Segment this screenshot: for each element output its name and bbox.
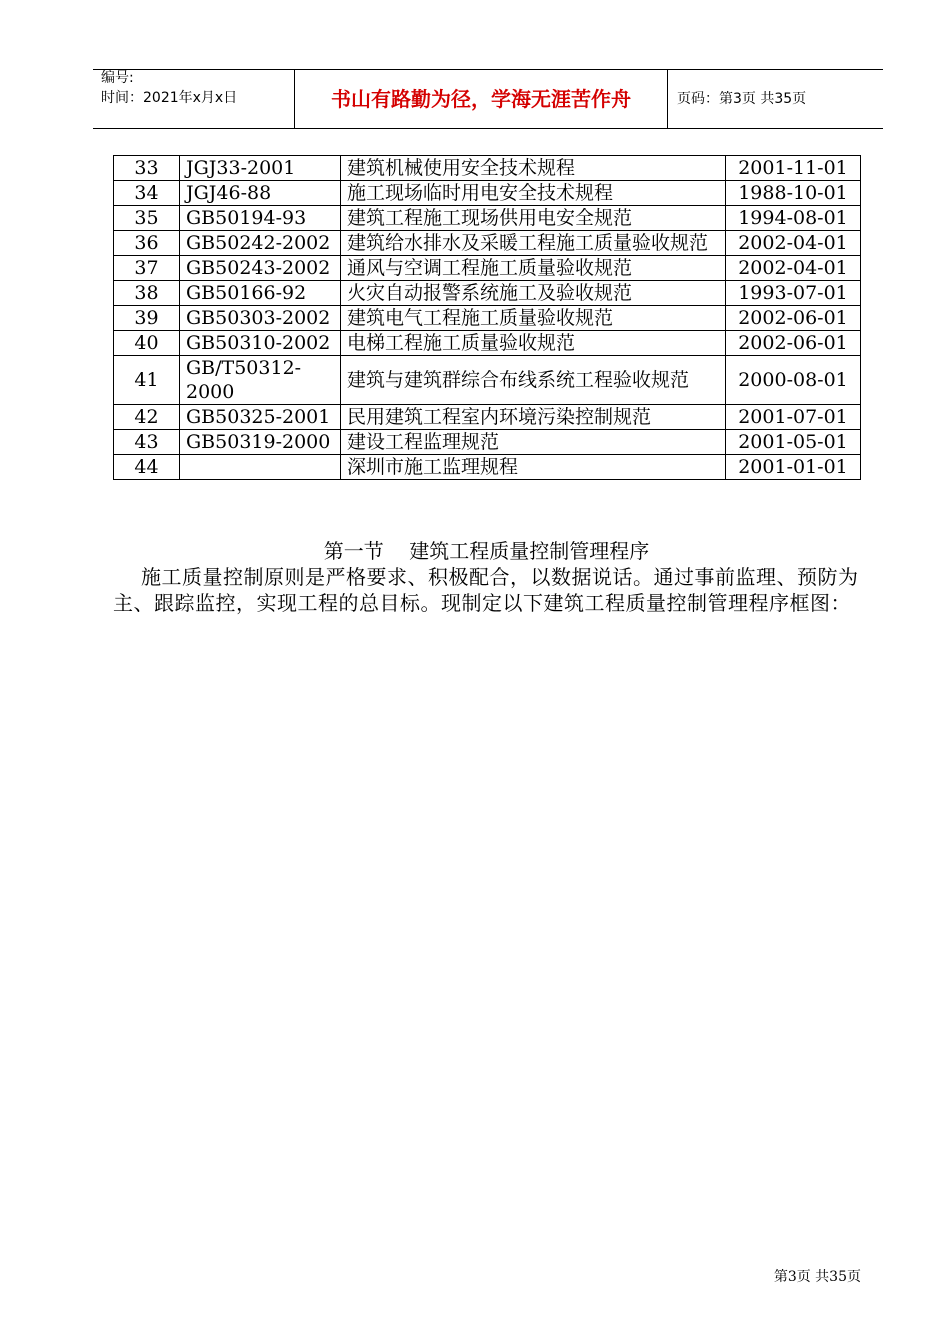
- effective-date: 2001-11-01: [726, 156, 861, 181]
- standard-name: 深圳市施工监理规程: [341, 455, 726, 480]
- header-page-info: 页码：第3页 共35页: [677, 91, 807, 107]
- standard-code: GB50303-2002: [180, 306, 341, 331]
- standard-name: 火灾自动报警系统施工及验收规范: [341, 281, 726, 306]
- header-motto: 书山有路勤为径，学海无涯苦作舟: [331, 87, 631, 111]
- standard-name: 建筑电气工程施工质量验收规范: [341, 306, 726, 331]
- table-row: [114, 156, 861, 181]
- effective-date: 2000-08-01: [726, 356, 861, 405]
- table-row: [114, 405, 861, 430]
- effective-date: 1994-08-01: [726, 206, 861, 231]
- table-row: [114, 281, 861, 306]
- standard-name: 建设工程监理规范: [341, 430, 726, 455]
- header-meta: [101, 68, 237, 108]
- effective-date: 2002-06-01: [726, 306, 861, 331]
- standard-name: 电梯工程施工质量验收规范: [341, 331, 726, 356]
- effective-date: 1988-10-01: [726, 181, 861, 206]
- standards-table-body: [114, 156, 861, 480]
- header-divider: [667, 69, 668, 129]
- time-label: 时间：2021年x月x日: [101, 90, 238, 106]
- table-row: [114, 306, 861, 331]
- effective-date: 2001-01-01: [726, 455, 861, 480]
- standard-name: 建筑给水排水及采暖工程施工质量验收规范: [341, 231, 726, 256]
- effective-date: 2001-05-01: [726, 430, 861, 455]
- table-row: [114, 181, 861, 206]
- table-row: [114, 455, 861, 480]
- header-bottom-rule: [93, 128, 883, 129]
- effective-date: 1993-07-01: [726, 281, 861, 306]
- standard-name: 通风与空调工程施工质量验收规范: [341, 256, 726, 281]
- footer-page-info: 第3页 共35页: [773, 1269, 861, 1285]
- row-number: 33: [114, 156, 180, 181]
- standard-code: GB50194-93: [180, 206, 341, 231]
- standard-name: 建筑工程施工现场供用电安全规范: [341, 206, 726, 231]
- table-row: [114, 206, 861, 231]
- standards-table: [113, 155, 861, 480]
- section-title: 第一节 建筑工程质量控制管理程序: [323, 539, 650, 563]
- standard-code: GB50166-92: [180, 281, 341, 306]
- effective-date: 2002-04-01: [726, 231, 861, 256]
- table-row: [114, 256, 861, 281]
- table-row: [114, 331, 861, 356]
- row-number: 42: [114, 405, 180, 430]
- table-row: [114, 356, 861, 405]
- row-number: 34: [114, 181, 180, 206]
- standard-code: JGJ46-88: [180, 181, 341, 206]
- standard-code: GB50319-2000: [180, 430, 341, 455]
- row-number: 41: [114, 356, 180, 405]
- standard-code: GB50310-2002: [180, 331, 341, 356]
- standard-name: 施工现场临时用电安全技术规程: [341, 181, 726, 206]
- row-number: 44: [114, 455, 180, 480]
- standard-name: 建筑机械使用安全技术规程: [341, 156, 726, 181]
- table-row: [114, 430, 861, 455]
- standard-code: GB50325-2001: [180, 405, 341, 430]
- standard-code: GB50242-2002: [180, 231, 341, 256]
- body-paragraph: 施工质量控制原则是严格要求、积极配合，以数据说话。通过事前监理、预防为主、跟踪监控，实现工程的总目标。现制定以下建筑工程质量控制管理程序框图：: [113, 565, 859, 615]
- row-number: 37: [114, 256, 180, 281]
- table-row: [114, 231, 861, 256]
- row-number: 39: [114, 306, 180, 331]
- standard-code: [180, 455, 341, 480]
- effective-date: 2001-07-01: [726, 405, 861, 430]
- row-number: 40: [114, 331, 180, 356]
- row-number: 36: [114, 231, 180, 256]
- standard-code: JGJ33-2001: [180, 156, 341, 181]
- row-number: 38: [114, 281, 180, 306]
- row-number: 43: [114, 430, 180, 455]
- effective-date: 2002-06-01: [726, 331, 861, 356]
- serial-label: 编号:: [101, 70, 134, 86]
- effective-date: 2002-04-01: [726, 256, 861, 281]
- standard-code: GB/T50312-2000: [180, 356, 341, 405]
- standard-name: 建筑与建筑群综合布线系统工程验收规范: [341, 356, 726, 405]
- standard-code: GB50243-2002: [180, 256, 341, 281]
- standard-name: 民用建筑工程室内环境污染控制规范: [341, 405, 726, 430]
- row-number: 35: [114, 206, 180, 231]
